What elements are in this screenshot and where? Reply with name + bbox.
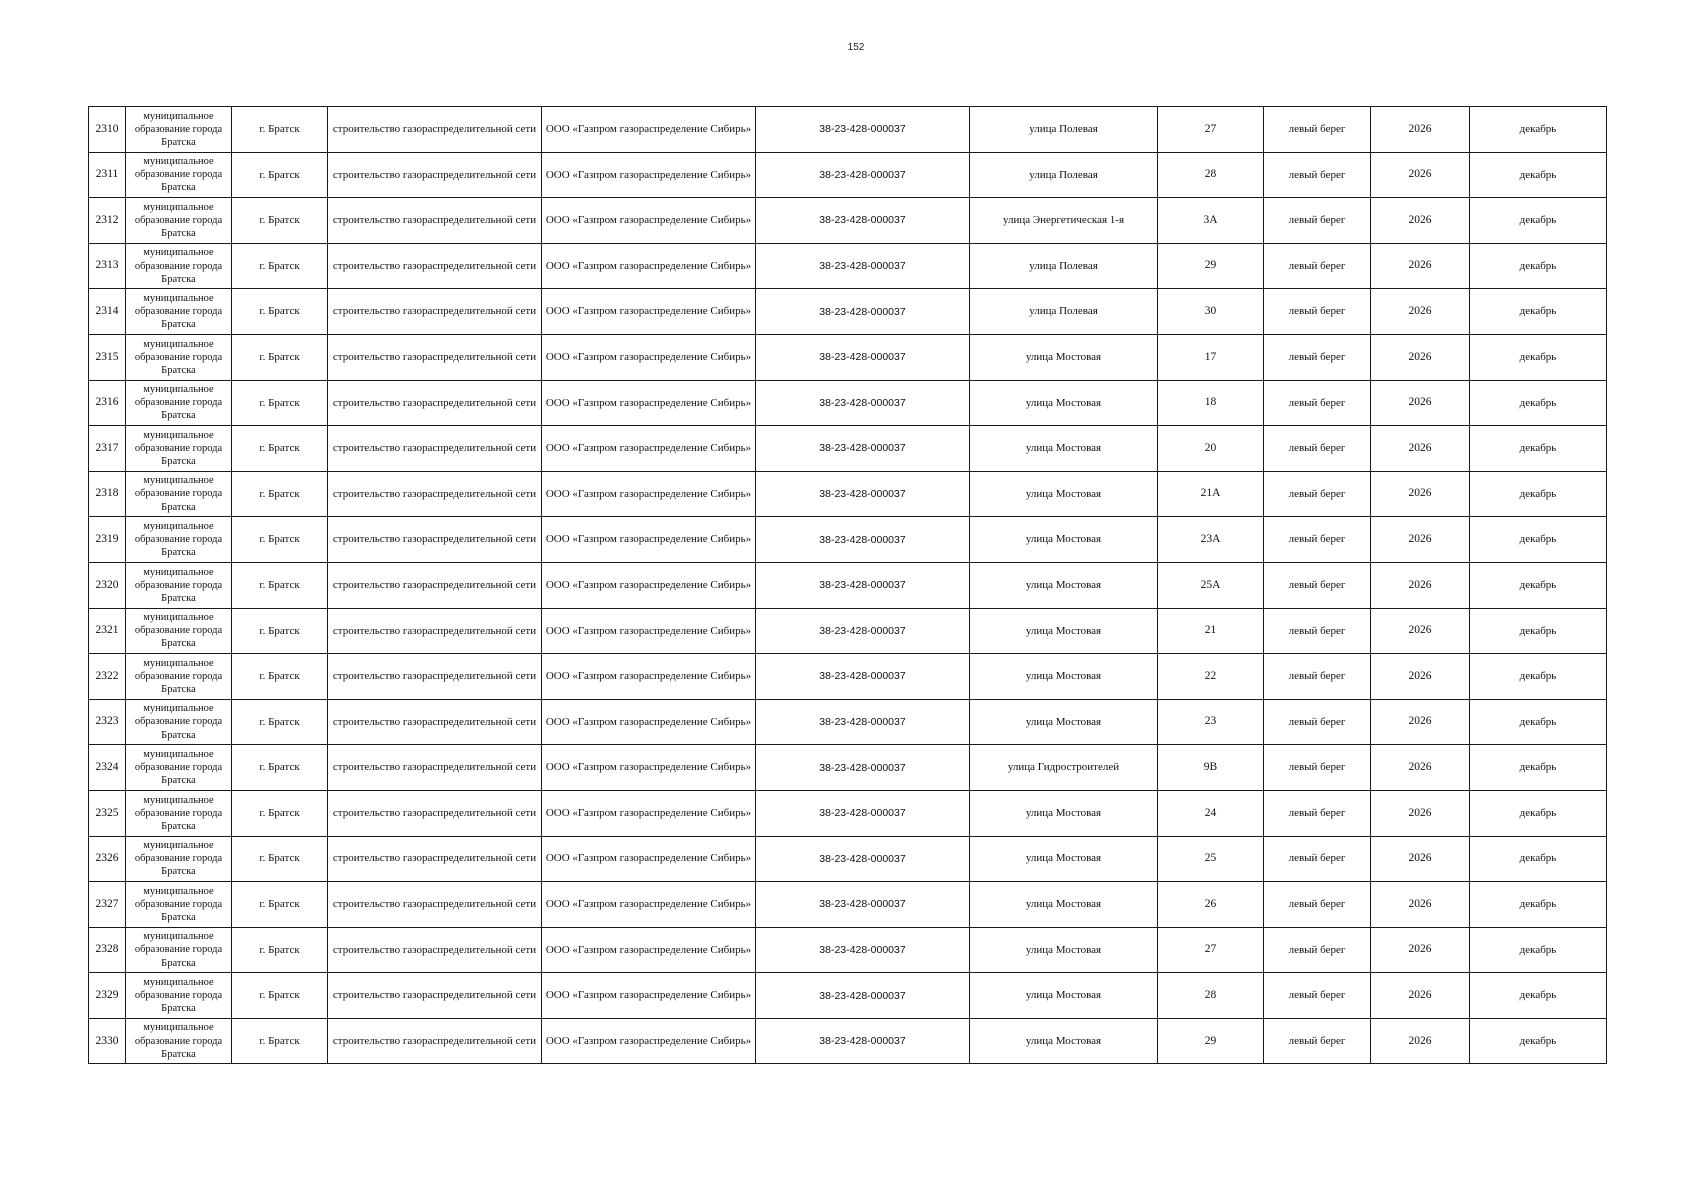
object-code-cell: 38-23-428-000037 [756,380,970,426]
locality-cell: г. Братск [232,426,328,472]
locality-cell: г. Братск [232,790,328,836]
year-cell: 2026 [1371,243,1470,289]
locality-cell: г. Братск [232,836,328,882]
year-cell: 2026 [1371,562,1470,608]
locality-cell: г. Братск [232,289,328,335]
table-row [89,836,1607,882]
municipality-cell: муниципальное образование города Братска [126,289,232,335]
river-bank-cell: левый берег [1264,882,1371,928]
row-number-cell: 2328 [89,927,126,973]
work-type-cell: строительство газораспределительной сети [328,107,542,153]
organization-cell: ООО «Газпром газораспределение Сибирь» [542,654,756,700]
object-code-cell: 38-23-428-000037 [756,973,970,1019]
street-cell: улица Гидростроителей [970,745,1158,791]
object-code-cell: 38-23-428-000037 [756,608,970,654]
row-number-cell: 2312 [89,198,126,244]
municipality-cell: муниципальное образование города Братска [126,608,232,654]
municipality-cell: муниципальное образование города Братска [126,152,232,198]
river-bank-cell: левый берег [1264,1018,1371,1064]
row-number-cell: 2321 [89,608,126,654]
year-cell: 2026 [1371,152,1470,198]
object-code-cell: 38-23-428-000037 [756,836,970,882]
house-number-cell: 20 [1158,426,1264,472]
organization-cell: ООО «Газпром газораспределение Сибирь» [542,927,756,973]
river-bank-cell: левый берег [1264,654,1371,700]
year-cell: 2026 [1371,426,1470,472]
street-cell: улица Полевая [970,107,1158,153]
table-row [89,654,1607,700]
street-cell: улица Полевая [970,152,1158,198]
work-type-cell: строительство газораспределительной сети [328,243,542,289]
organization-cell: ООО «Газпром газораспределение Сибирь» [542,198,756,244]
row-number-cell: 2313 [89,243,126,289]
year-cell: 2026 [1371,198,1470,244]
house-number-cell: 3А [1158,198,1264,244]
table-row [89,107,1607,153]
month-cell: декабрь [1470,289,1607,335]
river-bank-cell: левый берег [1264,198,1371,244]
organization-cell: ООО «Газпром газораспределение Сибирь» [542,790,756,836]
organization-cell: ООО «Газпром газораспределение Сибирь» [542,745,756,791]
municipality-cell: муниципальное образование города Братска [126,380,232,426]
locality-cell: г. Братск [232,927,328,973]
municipality-cell: муниципальное образование города Братска [126,562,232,608]
row-number-cell: 2317 [89,426,126,472]
house-number-cell: 9В [1158,745,1264,791]
locality-cell: г. Братск [232,745,328,791]
municipality-cell: муниципальное образование города Братска [126,745,232,791]
object-code-cell: 38-23-428-000037 [756,1018,970,1064]
municipality-cell: муниципальное образование города Братска [126,654,232,700]
month-cell: декабрь [1470,790,1607,836]
street-cell: улица Мостовая [970,790,1158,836]
house-number-cell: 18 [1158,380,1264,426]
street-cell: улица Полевая [970,289,1158,335]
month-cell: декабрь [1470,973,1607,1019]
municipality-cell: муниципальное образование города Братска [126,334,232,380]
year-cell: 2026 [1371,836,1470,882]
locality-cell: г. Братск [232,608,328,654]
object-code-cell: 38-23-428-000037 [756,654,970,700]
work-type-cell: строительство газораспределительной сети [328,1018,542,1064]
table-row [89,471,1607,517]
house-number-cell: 21 [1158,608,1264,654]
house-number-cell: 24 [1158,790,1264,836]
year-cell: 2026 [1371,790,1470,836]
municipality-cell: муниципальное образование города Братска [126,471,232,517]
locality-cell: г. Братск [232,107,328,153]
year-cell: 2026 [1371,699,1470,745]
table-row [89,608,1607,654]
river-bank-cell: левый берег [1264,699,1371,745]
table-row [89,517,1607,563]
work-type-cell: строительство газораспределительной сети [328,882,542,928]
year-cell: 2026 [1371,107,1470,153]
street-cell: улица Мостовая [970,562,1158,608]
locality-cell: г. Братск [232,973,328,1019]
table-row [89,426,1607,472]
row-number-cell: 2329 [89,973,126,1019]
municipality-cell: муниципальное образование города Братска [126,243,232,289]
organization-cell: ООО «Газпром газораспределение Сибирь» [542,699,756,745]
river-bank-cell: левый берег [1264,836,1371,882]
river-bank-cell: левый берег [1264,973,1371,1019]
year-cell: 2026 [1371,973,1470,1019]
row-number-cell: 2325 [89,790,126,836]
house-number-cell: 30 [1158,289,1264,335]
street-cell: улица Мостовая [970,699,1158,745]
locality-cell: г. Братск [232,152,328,198]
river-bank-cell: левый берег [1264,517,1371,563]
river-bank-cell: левый берег [1264,562,1371,608]
row-number-cell: 2310 [89,107,126,153]
house-number-cell: 26 [1158,882,1264,928]
table-row [89,152,1607,198]
page-number: 152 [847,42,865,53]
table-row [89,745,1607,791]
year-cell: 2026 [1371,471,1470,517]
work-type-cell: строительство газораспределительной сети [328,699,542,745]
year-cell: 2026 [1371,289,1470,335]
house-number-cell: 21А [1158,471,1264,517]
object-code-cell: 38-23-428-000037 [756,426,970,472]
object-code-cell: 38-23-428-000037 [756,152,970,198]
month-cell: декабрь [1470,380,1607,426]
organization-cell: ООО «Газпром газораспределение Сибирь» [542,380,756,426]
row-number-cell: 2320 [89,562,126,608]
work-type-cell: строительство газораспределительной сети [328,152,542,198]
street-cell: улица Мостовая [970,654,1158,700]
row-number-cell: 2330 [89,1018,126,1064]
row-number-cell: 2315 [89,334,126,380]
row-number-cell: 2318 [89,471,126,517]
river-bank-cell: левый берег [1264,289,1371,335]
organization-cell: ООО «Газпром газораспределение Сибирь» [542,882,756,928]
row-number-cell: 2311 [89,152,126,198]
municipality-cell: муниципальное образование города Братска [126,973,232,1019]
locality-cell: г. Братск [232,198,328,244]
locality-cell: г. Братск [232,562,328,608]
work-type-cell: строительство газораспределительной сети [328,426,542,472]
organization-cell: ООО «Газпром газораспределение Сибирь» [542,471,756,517]
year-cell: 2026 [1371,745,1470,791]
river-bank-cell: левый берег [1264,790,1371,836]
table-row [89,882,1607,928]
municipality-cell: муниципальное образование города Братска [126,699,232,745]
house-number-cell: 27 [1158,927,1264,973]
organization-cell: ООО «Газпром газораспределение Сибирь» [542,562,756,608]
organization-cell: ООО «Газпром газораспределение Сибирь» [542,107,756,153]
table-row [89,289,1607,335]
locality-cell: г. Братск [232,517,328,563]
locality-cell: г. Братск [232,243,328,289]
house-number-cell: 23 [1158,699,1264,745]
row-number-cell: 2324 [89,745,126,791]
month-cell: декабрь [1470,517,1607,563]
table-row [89,699,1607,745]
street-cell: улица Мостовая [970,426,1158,472]
street-cell: улица Мостовая [970,471,1158,517]
month-cell: декабрь [1470,927,1607,973]
month-cell: декабрь [1470,745,1607,791]
month-cell: декабрь [1470,107,1607,153]
river-bank-cell: левый берег [1264,927,1371,973]
object-code-cell: 38-23-428-000037 [756,699,970,745]
locality-cell: г. Братск [232,1018,328,1064]
street-cell: улица Полевая [970,243,1158,289]
house-number-cell: 17 [1158,334,1264,380]
house-number-cell: 29 [1158,243,1264,289]
month-cell: декабрь [1470,334,1607,380]
row-number-cell: 2316 [89,380,126,426]
row-number-cell: 2319 [89,517,126,563]
table-row [89,243,1607,289]
municipality-cell: муниципальное образование города Братска [126,107,232,153]
work-type-cell: строительство газораспределительной сети [328,289,542,335]
locality-cell: г. Братск [232,380,328,426]
row-number-cell: 2327 [89,882,126,928]
work-type-cell: строительство газораспределительной сети [328,380,542,426]
organization-cell: ООО «Газпром газораспределение Сибирь» [542,973,756,1019]
object-code-cell: 38-23-428-000037 [756,334,970,380]
month-cell: декабрь [1470,198,1607,244]
object-code-cell: 38-23-428-000037 [756,243,970,289]
year-cell: 2026 [1371,1018,1470,1064]
object-code-cell: 38-23-428-000037 [756,289,970,335]
object-code-cell: 38-23-428-000037 [756,562,970,608]
river-bank-cell: левый берег [1264,471,1371,517]
municipality-cell: муниципальное образование города Братска [126,882,232,928]
object-code-cell: 38-23-428-000037 [756,927,970,973]
municipality-cell: муниципальное образование города Братска [126,1018,232,1064]
object-code-cell: 38-23-428-000037 [756,745,970,791]
object-code-cell: 38-23-428-000037 [756,790,970,836]
house-number-cell: 25А [1158,562,1264,608]
municipality-cell: муниципальное образование города Братска [126,517,232,563]
month-cell: декабрь [1470,654,1607,700]
month-cell: декабрь [1470,471,1607,517]
house-number-cell: 23А [1158,517,1264,563]
registry-body [89,107,1607,1064]
river-bank-cell: левый берег [1264,745,1371,791]
object-code-cell: 38-23-428-000037 [756,471,970,517]
object-code-cell: 38-23-428-000037 [756,107,970,153]
house-number-cell: 25 [1158,836,1264,882]
locality-cell: г. Братск [232,654,328,700]
house-number-cell: 27 [1158,107,1264,153]
street-cell: улица Мостовая [970,927,1158,973]
river-bank-cell: левый берег [1264,152,1371,198]
month-cell: декабрь [1470,608,1607,654]
table-row [89,973,1607,1019]
year-cell: 2026 [1371,608,1470,654]
object-code-cell: 38-23-428-000037 [756,517,970,563]
locality-cell: г. Братск [232,699,328,745]
month-cell: декабрь [1470,1018,1607,1064]
river-bank-cell: левый берег [1264,608,1371,654]
table-row [89,562,1607,608]
year-cell: 2026 [1371,517,1470,563]
organization-cell: ООО «Газпром газораспределение Сибирь» [542,152,756,198]
year-cell: 2026 [1371,927,1470,973]
month-cell: декабрь [1470,426,1607,472]
house-number-cell: 28 [1158,973,1264,1019]
registry-table [88,106,1607,1064]
work-type-cell: строительство газораспределительной сети [328,836,542,882]
street-cell: улица Мостовая [970,380,1158,426]
table-row [89,334,1607,380]
house-number-cell: 28 [1158,152,1264,198]
river-bank-cell: левый берег [1264,243,1371,289]
month-cell: декабрь [1470,882,1607,928]
table-row [89,790,1607,836]
year-cell: 2026 [1371,882,1470,928]
year-cell: 2026 [1371,380,1470,426]
organization-cell: ООО «Газпром газораспределение Сибирь» [542,836,756,882]
work-type-cell: строительство газораспределительной сети [328,562,542,608]
work-type-cell: строительство газораспределительной сети [328,973,542,1019]
municipality-cell: муниципальное образование города Братска [126,426,232,472]
organization-cell: ООО «Газпром газораспределение Сибирь» [542,334,756,380]
work-type-cell: строительство газораспределительной сети [328,745,542,791]
house-number-cell: 29 [1158,1018,1264,1064]
organization-cell: ООО «Газпром газораспределение Сибирь» [542,517,756,563]
work-type-cell: строительство газораспределительной сети [328,654,542,700]
work-type-cell: строительство газораспределительной сети [328,790,542,836]
river-bank-cell: левый берег [1264,380,1371,426]
row-number-cell: 2314 [89,289,126,335]
house-number-cell: 22 [1158,654,1264,700]
street-cell: улица Мостовая [970,334,1158,380]
municipality-cell: муниципальное образование города Братска [126,790,232,836]
table-row [89,927,1607,973]
work-type-cell: строительство газораспределительной сети [328,334,542,380]
month-cell: декабрь [1470,243,1607,289]
street-cell: улица Мостовая [970,836,1158,882]
locality-cell: г. Братск [232,471,328,517]
street-cell: улица Мостовая [970,973,1158,1019]
street-cell: улица Мостовая [970,882,1158,928]
street-cell: улица Мостовая [970,608,1158,654]
organization-cell: ООО «Газпром газораспределение Сибирь» [542,608,756,654]
year-cell: 2026 [1371,654,1470,700]
work-type-cell: строительство газораспределительной сети [328,608,542,654]
year-cell: 2026 [1371,334,1470,380]
work-type-cell: строительство газораспределительной сети [328,517,542,563]
month-cell: декабрь [1470,699,1607,745]
river-bank-cell: левый берег [1264,426,1371,472]
locality-cell: г. Братск [232,882,328,928]
work-type-cell: строительство газораспределительной сети [328,198,542,244]
month-cell: декабрь [1470,152,1607,198]
table-row [89,198,1607,244]
street-cell: улица Мостовая [970,517,1158,563]
row-number-cell: 2322 [89,654,126,700]
locality-cell: г. Братск [232,334,328,380]
river-bank-cell: левый берег [1264,107,1371,153]
month-cell: декабрь [1470,562,1607,608]
street-cell: улица Энергетическая 1-я [970,198,1158,244]
organization-cell: ООО «Газпром газораспределение Сибирь» [542,1018,756,1064]
municipality-cell: муниципальное образование города Братска [126,927,232,973]
organization-cell: ООО «Газпром газораспределение Сибирь» [542,426,756,472]
river-bank-cell: левый берег [1264,334,1371,380]
work-type-cell: строительство газораспределительной сети [328,471,542,517]
row-number-cell: 2323 [89,699,126,745]
work-type-cell: строительство газораспределительной сети [328,927,542,973]
object-code-cell: 38-23-428-000037 [756,198,970,244]
organization-cell: ООО «Газпром газораспределение Сибирь» [542,243,756,289]
object-code-cell: 38-23-428-000037 [756,882,970,928]
municipality-cell: муниципальное образование города Братска [126,198,232,244]
row-number-cell: 2326 [89,836,126,882]
table-row [89,380,1607,426]
street-cell: улица Мостовая [970,1018,1158,1064]
organization-cell: ООО «Газпром газораспределение Сибирь» [542,289,756,335]
municipality-cell: муниципальное образование города Братска [126,836,232,882]
table-row [89,1018,1607,1064]
month-cell: декабрь [1470,836,1607,882]
